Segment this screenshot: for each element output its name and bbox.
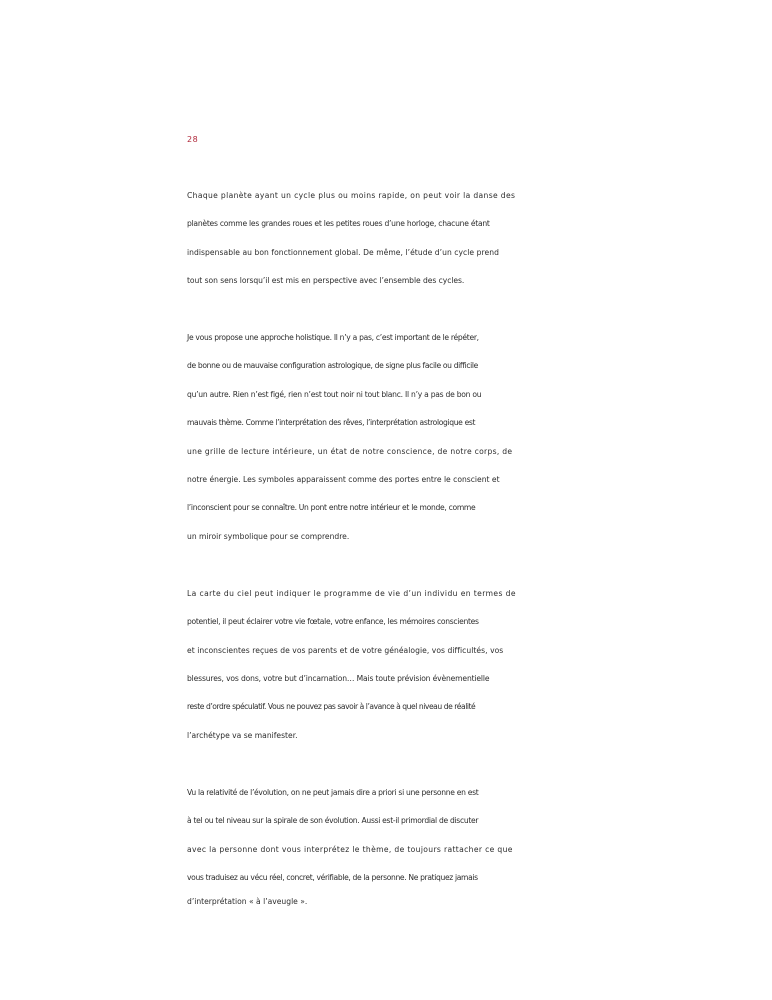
text-line: mauvais thème. Comme l’interprétation des rêves, l’interprétation astrologique est xyxy=(187,418,476,427)
text-line: Je vous propose une approche holistique. Il n’y a pas, c’est important de le répéter, xyxy=(187,333,479,342)
text-line: l’archétype va se manifester. xyxy=(187,731,298,740)
text-line: Chaque planète ayant un cycle plus ou moins rapide, on peut voir la danse des xyxy=(187,191,516,200)
text-line: vous traduisez au vécu réel, concret, vérifiable, de la personne. Ne pratiquez jamais xyxy=(187,873,478,882)
text-line: un miroir symbolique pour se comprendre. xyxy=(187,532,350,541)
text-line: l’inconscient pour se connaître. Un pont entre notre intérieur et le monde, comme xyxy=(187,503,476,512)
text-line: indispensable au bon fonctionnement global. De même, l’étude d’un cycle prend xyxy=(187,248,499,257)
text-line: potentiel, il peut éclairer votre vie fœtale, votre enfance, les mémoires conscientes xyxy=(187,617,479,626)
text-line: d’interprétation « à l’aveugle ». xyxy=(187,897,308,906)
text-line: à tel ou tel niveau sur la spirale de son évolution. Aussi est-il primordial de discuter xyxy=(187,816,479,825)
text-line: de bonne ou de mauvaise configuration astrologique, de signe plus facile ou difficile xyxy=(187,361,479,370)
text-line: La carte du ciel peut indiquer le programme de vie d’un individu en termes de xyxy=(187,589,516,598)
page-number: 28 xyxy=(187,135,199,144)
text-line: et inconscientes reçues de vos parents et de votre généalogie, vos difficultés, vos xyxy=(187,646,504,655)
text-line: une grille de lecture intérieure, un état de notre conscience, de notre corps, de xyxy=(187,447,513,456)
text-line: avec la personne dont vous interprétez le thème, de toujours rattacher ce que xyxy=(187,845,513,854)
text-line: Vu la relativité de l’évolution, on ne peut jamais dire a priori si une personne en est xyxy=(187,788,479,797)
text-line: tout son sens lorsqu’il est mis en perspective avec l’ensemble des cycles. xyxy=(187,276,465,285)
text-line: qu’un autre. Rien n’est figé, rien n’est tout noir ni tout blanc. Il n’y a pas de bon ou xyxy=(187,390,482,399)
text-line: planètes comme les grandes roues et les petites roues d’une horloge, chacune étant xyxy=(187,219,490,228)
text-line: reste d’ordre spéculatif. Vous ne pouvez pas savoir à l’avance à quel niveau de réalité xyxy=(187,702,476,711)
text-line: blessures, vos dons, votre but d’incarnation… Mais toute prévision évènementielle xyxy=(187,674,490,683)
text-line: notre énergie. Les symboles apparaissent comme des portes entre le conscient et xyxy=(187,475,500,484)
